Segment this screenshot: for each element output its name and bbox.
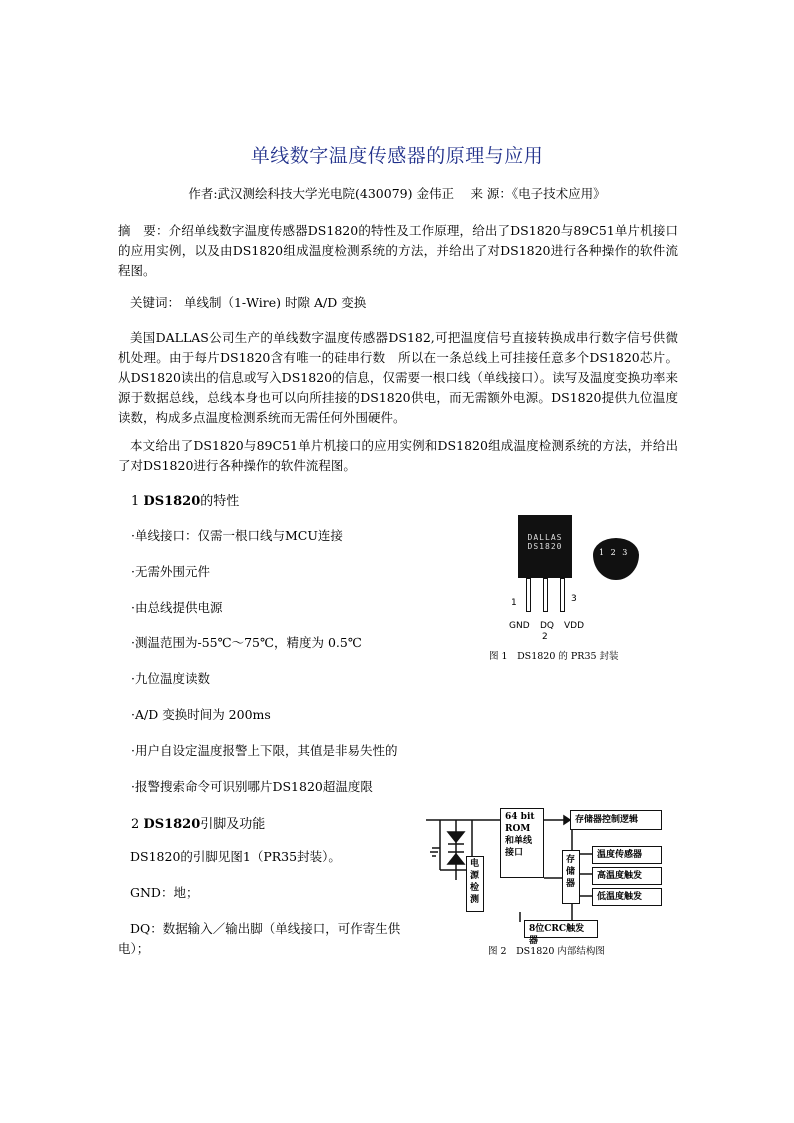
package-bottom-view: [593, 538, 639, 580]
chip-model: DS1820: [527, 542, 563, 551]
figure-1-caption: 图 1 DS1820 的 PR35 封装: [489, 651, 619, 662]
pin-label-gnd: GND: [509, 621, 530, 631]
feature-item: ·九位温度读数: [131, 671, 210, 686]
page-title: 单线数字温度传感器的原理与应用: [250, 145, 544, 167]
power-detect-block: 电源检测: [466, 856, 484, 912]
rom-label-1: 64 bit: [505, 812, 535, 822]
section-2-heading: [131, 813, 265, 832]
chip-body: [518, 515, 572, 578]
abstract: 摘 要：介绍单线数字温度传感器DS1820的特性及工作原理，给出了DS1820与89C51单片机接口的应用实例，以及由DS1820组成温度检测系统的方法，并给出了对DS1820进行各种操作的软件流程图。: [118, 223, 678, 278]
memory-control-block: 存储器控制逻辑: [570, 810, 662, 830]
feature-item: ·单线接口：仅需一根口线与MCU连接: [131, 528, 343, 543]
pin-leg: [526, 578, 531, 612]
rom-label-2: ROM: [505, 824, 531, 834]
section-number: 2: [131, 817, 140, 832]
pin-dq-desc: DQ：数据输入／输出脚（单线接口，可作寄生供电）；: [118, 921, 401, 956]
figure-1-package: [489, 508, 660, 664]
pin-leg: [560, 578, 565, 612]
section-title: DS1820: [143, 494, 201, 509]
feature-item: ·A/D 变换时间为 200ms: [131, 707, 271, 722]
pin-number: 3: [571, 594, 577, 604]
intro-paragraph-2: 本文给出了DS1820与89C51单片机接口的应用实例和DS1820组成温度检测系统的方法，并给出了对DS1820进行各种操作的软件流程图。: [118, 438, 678, 473]
pin-gnd-desc: GND：地；: [130, 885, 199, 900]
keywords: 关键词： 单线制（1-Wire) 时隙 A/D 变换: [130, 295, 367, 310]
section-1-heading: [131, 490, 239, 509]
package-pin-labels: 1 2 3: [599, 548, 630, 557]
section-title: DS1820: [143, 817, 201, 832]
section-number: 1: [131, 494, 140, 509]
feature-item: ·测温范围为-55℃～75℃，精度为 0.5℃: [131, 635, 362, 650]
high-trigger-block: 高温度触发: [592, 867, 662, 885]
pin-label-dq: DQ: [540, 621, 555, 631]
byline: 作者:武汉测绘科技大学光电院(430079) 金伟正 来 源：《电子技术应用》: [188, 186, 606, 201]
intro-paragraph-1: 美国DALLAS公司生产的单线数字温度传感器DS182,可把温度信号直接转换成串行数字信号供微机处理。由于每片DS1820含有唯一的硅串行数 所以在一条总线上可挂接任意多个DS1820芯片。从DS1820读出的信息或写入DS1820的信息，仅需要一根口线（单线接口）。读写及温度变换功率来源于数据总线，总线本身也可以向所挂接的DS1820供电，而无需额外电源。DS1820提供九位温度读数，构成多点温度检测系统而无需任何外围硬件。: [118, 330, 678, 425]
rom-label-4: 接口: [505, 848, 524, 858]
feature-item: ·用户自设定温度报警上下限，其值是非易失性的: [131, 743, 398, 758]
chip-brand: DALLAS: [527, 533, 563, 542]
pins-intro: DS1820的引脚见图1（PR35封装）。: [130, 849, 341, 864]
pin-leg: [543, 578, 548, 612]
section-title-suffix: 引脚及功能: [200, 817, 266, 832]
temp-sensor-block: 温度传感器: [592, 846, 662, 864]
feature-item: ·由总线提供电源: [131, 600, 223, 615]
feature-item: ·无需外围元件: [131, 564, 210, 579]
figure-2-block-diagram: [420, 808, 664, 958]
figure-2-caption: 图 2 DS1820 内部结构图: [488, 946, 605, 957]
storage-block: 存储器: [562, 850, 580, 904]
rom-label-3: 和单线: [505, 836, 533, 846]
pin-number: 2: [542, 632, 548, 642]
section-title-suffix: 的特性: [200, 494, 240, 509]
crc-block: 8位CRC触发器: [524, 920, 598, 938]
pin-number: 1: [511, 598, 517, 608]
rom-block: [500, 808, 544, 878]
low-trigger-block: 低温度触发: [592, 888, 662, 906]
pin-label-vdd: VDD: [564, 621, 585, 631]
feature-item: ·报警搜索命令可识别哪片DS1820超温度限: [131, 779, 373, 794]
